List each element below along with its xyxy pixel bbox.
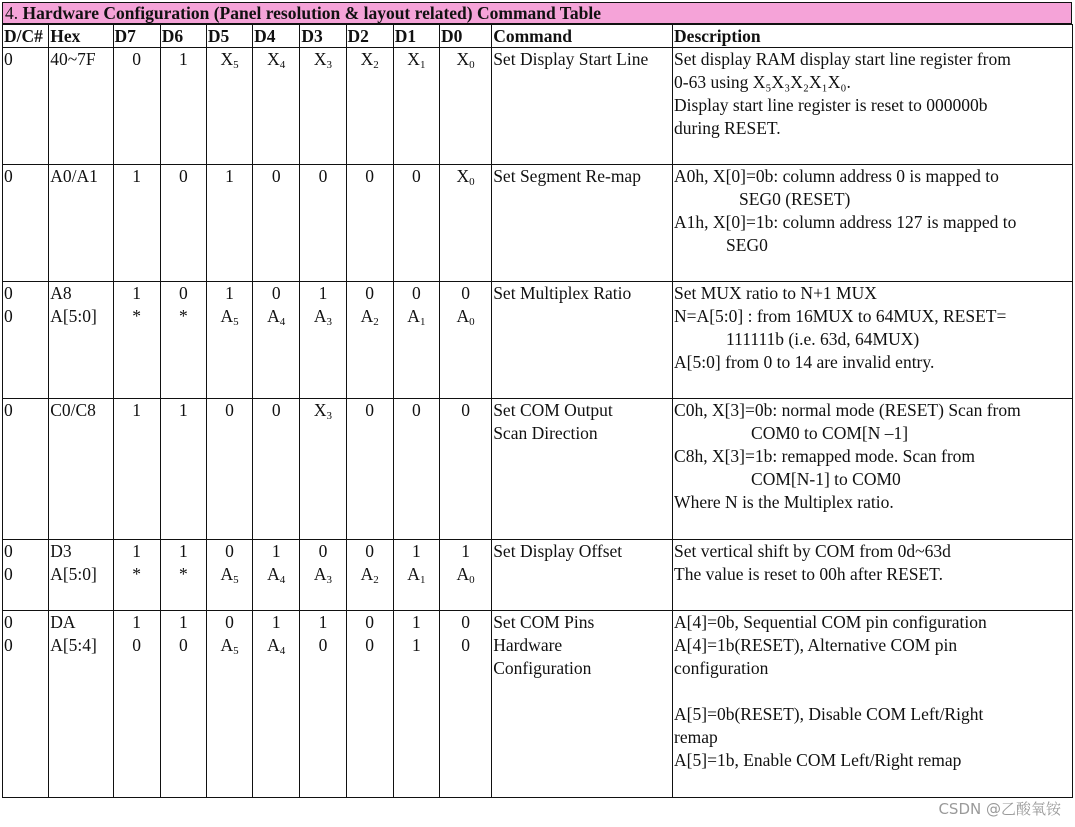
bit-subscript: 4 xyxy=(279,316,286,328)
header-d6: D6 xyxy=(160,25,206,48)
bit-subscript: 3 xyxy=(326,574,333,586)
bit-subscript: 5 xyxy=(233,59,239,71)
cell-line: Set COM Output xyxy=(493,400,613,420)
cell-line: C8h, X[3]=1b: remapped mode. Scan from xyxy=(674,446,976,466)
bit-value xyxy=(301,305,344,328)
cell-d5 xyxy=(206,165,252,282)
bit-symbol: A xyxy=(407,306,420,326)
cell-line: COM[N-1] to COM0 xyxy=(751,469,901,489)
cell-d2 xyxy=(346,48,393,165)
bit-value: 0 xyxy=(411,166,421,186)
bit-symbol: A xyxy=(313,306,327,326)
bit-symbol: A xyxy=(313,564,327,584)
cell-dc xyxy=(3,48,49,165)
cell-d2 xyxy=(346,611,393,798)
cell-line: A[5:0] xyxy=(50,306,97,326)
bit-symbol: A xyxy=(407,564,420,584)
bit-value: 0 xyxy=(461,612,470,632)
cell-line: Where N is the Multiplex ratio. xyxy=(674,492,894,512)
cell-d5 xyxy=(206,399,252,540)
bit-value: 0 xyxy=(132,635,141,655)
cell-d6 xyxy=(160,48,206,165)
cell-line: D3 xyxy=(50,541,72,561)
bit-value xyxy=(395,48,438,71)
table-row xyxy=(3,399,1073,540)
header-d2: D2 xyxy=(346,25,393,48)
bit-value: 0 xyxy=(271,166,281,186)
cell-line: A[5:0] from 0 to 14 are invalid entry. xyxy=(674,352,935,372)
header-d5: D5 xyxy=(206,25,252,48)
bit-value: * xyxy=(132,564,141,584)
bit-value: 0 xyxy=(318,635,328,655)
cell-line: 0 xyxy=(4,541,13,561)
bit-value: 1 xyxy=(318,283,328,303)
bit-value: 1 xyxy=(132,166,141,186)
table-row xyxy=(3,48,1073,165)
cell-d0 xyxy=(439,282,491,399)
cell-hex xyxy=(49,165,113,282)
bit-symbol: X xyxy=(360,49,374,69)
cell-line: A0/A1 xyxy=(50,166,98,186)
bit-value: 1 xyxy=(132,283,141,303)
bit-value: 1 xyxy=(271,612,281,632)
bit-value xyxy=(208,48,251,71)
bit-value xyxy=(348,305,392,328)
bit-value: 1 xyxy=(132,400,141,420)
bit-value: 0 xyxy=(365,283,375,303)
bit-subscript: 2 xyxy=(373,59,379,71)
bit-symbol: A xyxy=(267,564,280,584)
bit-value: 0 xyxy=(132,49,141,69)
table-header-row xyxy=(3,25,1073,48)
cell-d0 xyxy=(439,611,491,798)
cell-d4 xyxy=(253,48,300,165)
bit-subscript: 3 xyxy=(326,59,333,71)
bit-value xyxy=(441,305,490,328)
cell-line: Display start line register is reset to 000000b xyxy=(674,95,988,115)
bit-symbol: X xyxy=(313,49,327,69)
bit-value: 1 xyxy=(225,166,234,186)
cell-line: COM0 to COM[N –1] xyxy=(751,423,909,443)
cell-d5 xyxy=(206,611,252,798)
bit-value: 1 xyxy=(132,541,141,561)
bit-subscript: 1 xyxy=(419,574,426,586)
cell-d7 xyxy=(113,540,160,611)
header-d3: D3 xyxy=(300,25,346,48)
header-d0: D0 xyxy=(439,25,491,48)
cell-line: 0 xyxy=(4,166,13,186)
bit-value: * xyxy=(178,564,188,584)
cell-line: during RESET. xyxy=(674,118,781,138)
bit-value xyxy=(254,48,298,71)
cell-line: configuration xyxy=(674,658,769,678)
cell-line: DA xyxy=(50,612,76,632)
cell-dc xyxy=(3,540,49,611)
cell-description xyxy=(673,165,1073,282)
cell-line: Set vertical shift by COM from 0d~63d xyxy=(674,541,951,561)
bit-value: 0 xyxy=(225,400,234,420)
cell-dc xyxy=(3,611,49,798)
cell-d3 xyxy=(300,399,346,540)
cell-d1 xyxy=(393,540,439,611)
bit-value xyxy=(441,48,490,71)
cell-hex xyxy=(49,611,113,798)
cell-d7 xyxy=(113,611,160,798)
cell-d6 xyxy=(160,165,206,282)
cell-description xyxy=(673,48,1073,165)
bit-subscript: 1 xyxy=(419,316,426,328)
bit-value: 0 xyxy=(178,166,188,186)
header-dc: D/C# xyxy=(3,25,49,48)
cell-command xyxy=(492,282,673,399)
bit-value xyxy=(254,305,298,328)
cell-d5 xyxy=(206,48,252,165)
bit-value: 0 xyxy=(318,541,328,561)
cell-d2 xyxy=(346,540,393,611)
bit-subscript: 4 xyxy=(279,574,286,586)
cell-line: 111111b (i.e. 63d, 64MUX) xyxy=(726,329,920,349)
bit-value: 0 xyxy=(225,612,234,632)
cell-d3 xyxy=(300,165,346,282)
command-table xyxy=(2,24,1073,798)
bit-value: 1 xyxy=(411,612,421,632)
bit-value xyxy=(395,563,438,586)
bit-value: 1 xyxy=(178,612,188,632)
bit-subscript: 1 xyxy=(419,59,426,71)
bit-value: 0 xyxy=(461,400,470,420)
cell-d3 xyxy=(300,611,346,798)
cell-description xyxy=(673,611,1073,798)
cell-command xyxy=(492,540,673,611)
bit-symbol: X xyxy=(456,166,470,186)
cell-d2 xyxy=(346,282,393,399)
bit-symbol: X xyxy=(267,49,280,69)
cell-d1 xyxy=(393,611,439,798)
bit-symbol: A xyxy=(360,306,374,326)
cell-d5 xyxy=(206,540,252,611)
bit-subscript: 0 xyxy=(469,59,475,71)
bit-value: 1 xyxy=(411,541,421,561)
cell-line: 0 xyxy=(4,306,13,326)
cell-description xyxy=(673,540,1073,611)
cell-hex xyxy=(49,282,113,399)
bit-symbol: A xyxy=(360,564,374,584)
bit-subscript: 4 xyxy=(279,59,286,71)
bit-value: 1 xyxy=(461,541,470,561)
bit-value: 0 xyxy=(411,283,421,303)
cell-line: Set Segment Re-map xyxy=(493,166,641,186)
cell-line: remap xyxy=(674,727,718,747)
header-description: Description xyxy=(673,25,1073,48)
cell-line: C0h, X[3]=0b: normal mode (RESET) Scan from xyxy=(674,400,1021,420)
cell-line: A1h, X[0]=1b: column address 127 is mapped to xyxy=(674,212,1017,232)
bit-value: 0 xyxy=(365,400,375,420)
cell-line: The value is reset to 00h after RESET. xyxy=(674,564,943,584)
cell-d0 xyxy=(439,540,491,611)
bit-symbol: A xyxy=(267,306,280,326)
cell-hex xyxy=(49,399,113,540)
bit-subscript: 5 xyxy=(233,316,239,328)
cell-description xyxy=(673,282,1073,399)
table-row xyxy=(3,282,1073,399)
header-hex: Hex xyxy=(49,25,113,48)
bit-value: 0 xyxy=(461,635,470,655)
bit-value: 1 xyxy=(271,541,281,561)
cell-hex xyxy=(49,48,113,165)
cell-d6 xyxy=(160,540,206,611)
bit-value xyxy=(208,305,251,328)
cell-command xyxy=(492,399,673,540)
bit-value: 0 xyxy=(271,400,281,420)
header-d7: D7 xyxy=(113,25,160,48)
cell-d2 xyxy=(346,165,393,282)
bit-value xyxy=(348,48,392,71)
header-d4: D4 xyxy=(253,25,300,48)
bit-symbol: A xyxy=(220,635,234,655)
bit-subscript: 5 xyxy=(233,574,239,586)
cell-line: Set MUX ratio to N+1 MUX xyxy=(674,283,877,303)
cell-line: C0/C8 xyxy=(50,400,96,420)
cell-line: Scan Direction xyxy=(493,423,598,443)
bit-value xyxy=(441,563,490,586)
bit-value: 1 xyxy=(411,635,421,655)
cell-dc xyxy=(3,165,49,282)
bit-value: 0 xyxy=(365,541,375,561)
table-title xyxy=(2,2,1072,24)
cell-d3 xyxy=(300,48,346,165)
cell-d6 xyxy=(160,399,206,540)
cell-line: Set Display Offset xyxy=(493,541,623,561)
cell-line: 0 xyxy=(4,283,13,303)
cell-line: 0 xyxy=(4,49,13,69)
bit-value: 0 xyxy=(318,166,328,186)
cell-line: Set display RAM display start line register from xyxy=(674,49,1011,69)
bit-symbol: X xyxy=(456,49,470,69)
cell-line: Set Display Start Line xyxy=(493,49,649,69)
table-row xyxy=(3,540,1073,611)
bit-value: 1 xyxy=(225,283,234,303)
bit-value: 0 xyxy=(411,400,421,420)
bit-subscript: 4 xyxy=(279,645,286,657)
cell-description xyxy=(673,399,1073,540)
cell-line: Set Multiplex Ratio xyxy=(493,283,632,303)
bit-value: 1 xyxy=(178,400,188,420)
cell-command xyxy=(492,611,673,798)
cell-line: 40~7F xyxy=(50,49,96,69)
cell-d6 xyxy=(160,282,206,399)
cell-line: A8 xyxy=(50,283,72,303)
bit-symbol: A xyxy=(267,635,280,655)
cell-dc xyxy=(3,399,49,540)
cell-command xyxy=(492,48,673,165)
bit-value: 0 xyxy=(365,166,375,186)
paragraph-gap xyxy=(674,680,1071,703)
table-row xyxy=(3,611,1073,798)
section-number: 4. xyxy=(5,3,19,23)
section-title: Hardware Configuration (Panel resolution & layout related) Command Table xyxy=(22,3,601,23)
bit-value: 0 xyxy=(461,283,470,303)
bit-value: 0 xyxy=(271,283,281,303)
cell-d6 xyxy=(160,611,206,798)
bit-value xyxy=(301,563,344,586)
cell-line: SEG0 xyxy=(726,235,768,255)
cell-d4 xyxy=(253,165,300,282)
header-command: Command xyxy=(492,25,673,48)
bit-value: 0 xyxy=(365,612,375,632)
cell-line: SEG0 (RESET) xyxy=(739,189,851,209)
cell-d1 xyxy=(393,399,439,540)
bit-subscript: 0 xyxy=(469,574,475,586)
bit-value: 0 xyxy=(225,541,234,561)
bit-symbol: X xyxy=(407,49,420,69)
cell-line: A[5:0] xyxy=(50,564,97,584)
bit-value xyxy=(441,165,490,188)
cell-d3 xyxy=(300,282,346,399)
bit-symbol: X xyxy=(313,400,327,420)
bit-symbol: A xyxy=(456,306,470,326)
cell-d5 xyxy=(206,282,252,399)
cell-line: 0 xyxy=(4,400,13,420)
bit-value: 1 xyxy=(318,612,328,632)
bit-value: 0 xyxy=(178,635,188,655)
bit-symbol: A xyxy=(456,564,470,584)
cell-d4 xyxy=(253,611,300,798)
cell-line: N=A[5:0] : from 16MUX to 64MUX, RESET= xyxy=(674,306,1007,326)
bit-symbol: A xyxy=(220,306,234,326)
cell-line: 0-63 using X₅X₃X₂X₁X₀. xyxy=(674,72,851,92)
bit-value: 1 xyxy=(132,612,141,632)
bit-value: * xyxy=(132,306,141,326)
cell-hex xyxy=(49,540,113,611)
cell-d7 xyxy=(113,48,160,165)
cell-line: A[5]=0b(RESET), Disable COM Left/Right xyxy=(674,704,984,724)
bit-value xyxy=(254,563,298,586)
cell-d1 xyxy=(393,282,439,399)
cell-line: 0 xyxy=(4,564,13,584)
bit-subscript: 0 xyxy=(469,176,475,188)
bit-value xyxy=(348,563,392,586)
cell-d3 xyxy=(300,540,346,611)
cell-d4 xyxy=(253,540,300,611)
bit-value xyxy=(254,634,298,657)
cell-d4 xyxy=(253,282,300,399)
bit-subscript: 3 xyxy=(326,410,333,422)
cell-line: Hardware xyxy=(493,635,563,655)
bit-value xyxy=(208,563,251,586)
cell-d7 xyxy=(113,399,160,540)
cell-command xyxy=(492,165,673,282)
cell-d1 xyxy=(393,165,439,282)
bit-value: 1 xyxy=(178,541,188,561)
cell-d2 xyxy=(346,399,393,540)
bit-value: * xyxy=(178,306,188,326)
header-d1: D1 xyxy=(393,25,439,48)
bit-subscript: 2 xyxy=(373,574,379,586)
bit-value xyxy=(395,305,438,328)
cell-dc xyxy=(3,282,49,399)
table-body xyxy=(3,48,1073,798)
table-row xyxy=(3,165,1073,282)
cell-line: A[5:4] xyxy=(50,635,97,655)
cell-d0 xyxy=(439,165,491,282)
bit-value: 0 xyxy=(365,635,375,655)
cell-d7 xyxy=(113,282,160,399)
bit-symbol: X xyxy=(220,49,234,69)
bit-value xyxy=(301,48,344,71)
cell-d0 xyxy=(439,48,491,165)
bit-subscript: 0 xyxy=(469,316,475,328)
bit-value xyxy=(208,634,251,657)
cell-line: 0 xyxy=(4,612,13,632)
cell-line: Set COM Pins xyxy=(493,612,595,632)
bit-subscript: 5 xyxy=(233,645,239,657)
cell-line: A[4]=1b(RESET), Alternative COM pin xyxy=(674,635,958,655)
bit-symbol: A xyxy=(220,564,234,584)
cell-d7 xyxy=(113,165,160,282)
cell-d4 xyxy=(253,399,300,540)
cell-line: 0 xyxy=(4,635,13,655)
cell-d1 xyxy=(393,48,439,165)
bit-subscript: 3 xyxy=(326,316,333,328)
bit-value xyxy=(301,399,344,422)
cell-line: Configuration xyxy=(493,658,592,678)
bit-subscript: 2 xyxy=(373,316,379,328)
watermark: CSDN @乙酸氧铵 xyxy=(938,800,1061,818)
cell-line: A[4]=0b, Sequential COM pin configuration xyxy=(674,612,987,632)
bit-value: 1 xyxy=(178,49,188,69)
cell-d0 xyxy=(439,399,491,540)
cell-line: A0h, X[0]=0b: column address 0 is mapped to xyxy=(674,166,999,186)
bit-value: 0 xyxy=(178,283,188,303)
cell-line: A[5]=1b, Enable COM Left/Right remap xyxy=(674,750,962,770)
